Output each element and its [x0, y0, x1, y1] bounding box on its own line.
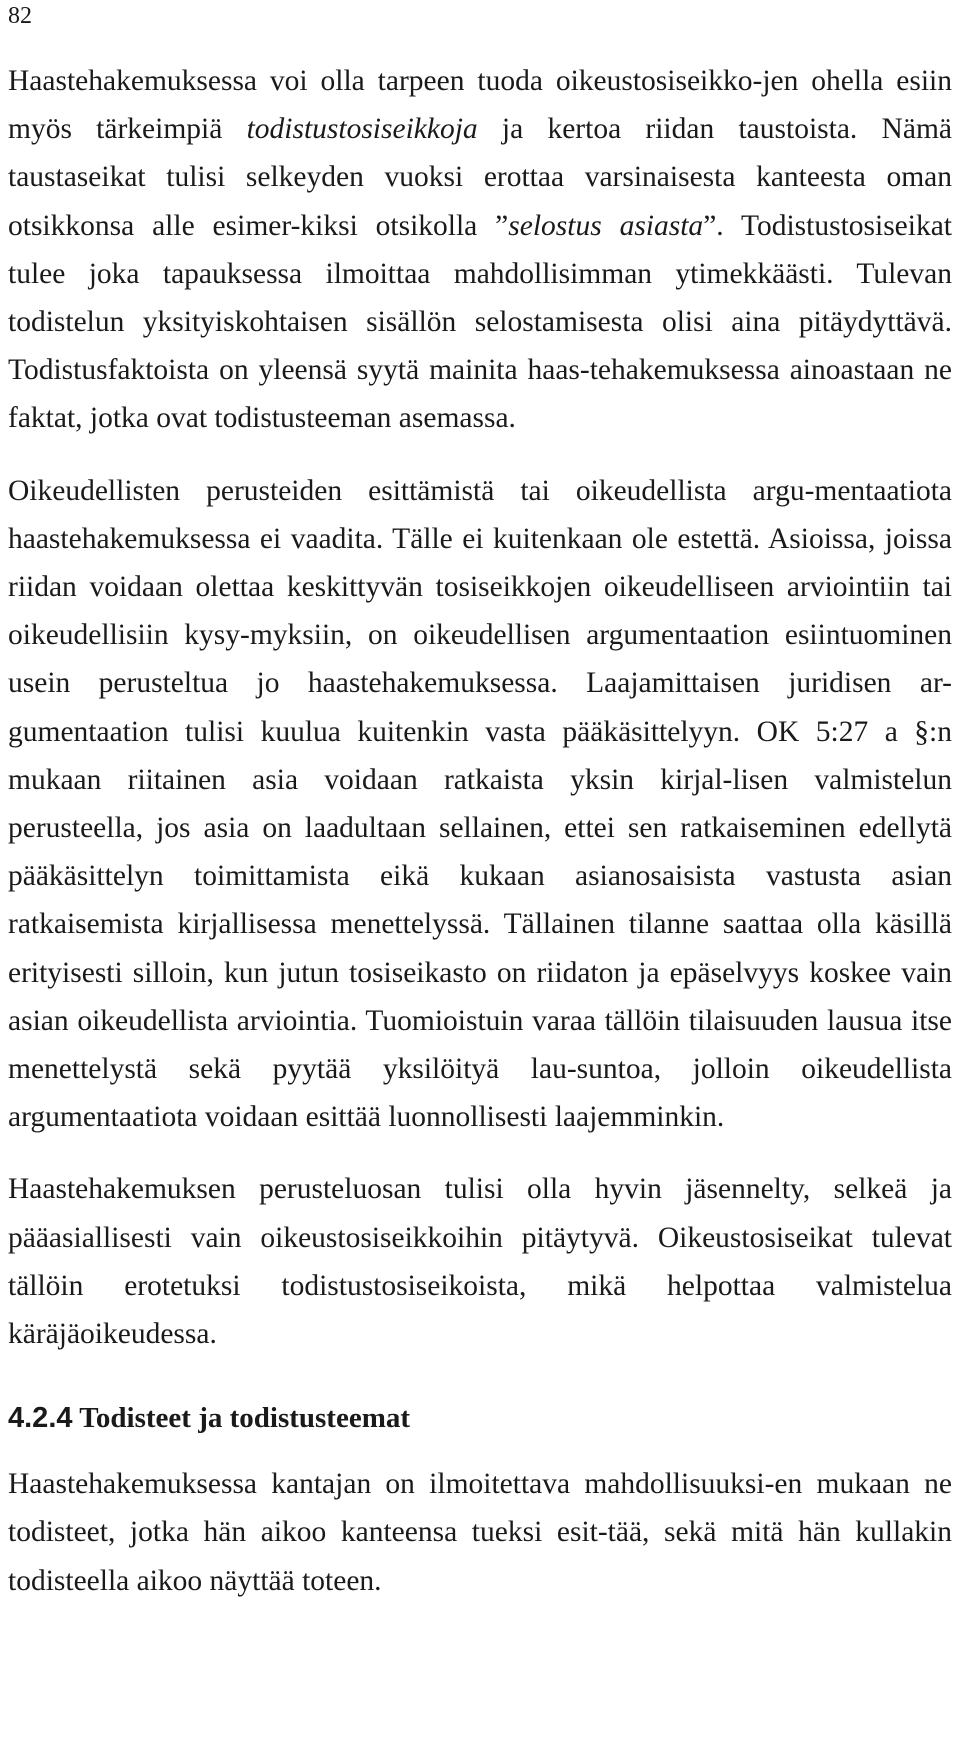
- section-heading: [8, 1396, 952, 1440]
- paragraph-1-italic-term: todistustosiseikkoja: [246, 113, 478, 146]
- page-body: [8, 57, 952, 1605]
- paragraph-3: Haastehakemuksen perusteluosan tulisi olla hyvin jäsennelty, selkeä ja pääasiallisesti vain oikeustosiseikkoihin pitäytyvä. Oikeustosiseikat tulevat tällöin erotetuksi todistustosiseikoista, mikä helpottaa valmistelua käräjäoikeudessa.: [8, 1173, 952, 1351]
- paragraph-spacer: [8, 443, 952, 467]
- paragraph-1: [8, 57, 952, 443]
- paragraph-2: Oikeudellisten perusteiden esittämistä tai oikeudellista argu-mentaatiota haastehakemuksessa ei vaadita. Tälle ei kuitenkaan ole estettä. Asioissa, joissa riidan voidaan olettaa keskittyvän tosiseikkojen oikeudelliseen arviointiin tai oikeudellisiin kysy-myksiin, on oikeudellisen argumentaation esiintuominen usein perusteltua jo haastehakemuksessa. Laajamittaisen juridisen ar-gumentaation tulisi kuulua kuitenkin vasta pääkäsittelyyn. OK 5:27 a §:n mukaan riitainen asia voidaan ratkaista yksin kirjal-lisen valmistelun perusteella, jos asia on laadultaan sellainen, ettei sen ratkaiseminen edellytä pääkäsittelyn toimittamista eikä kukaan asianosaisista vastusta asian ratkaisemista kirjallisessa menettelyssä. Tällainen tilanne saattaa olla käsillä erityisesti silloin, kun jutun tosiseikasto on riidaton ja epäselvyys koskee vain asian oikeudellista arviointia. Tuomioistuin varaa tällöin tilaisuuden lausua itse menettelystä sekä pyytää yksilöityä lau-suntoa, jolloin oikeudellista argumentaatiota voidaan esittää luonnollisesti laajemminkin.: [8, 474, 952, 1134]
- paragraph-spacer: [8, 1141, 952, 1165]
- paragraph-4: Haastehakemuksessa kantajan on ilmoitettava mahdollisuuksi-en mukaan ne todisteet, jotka hän aikoo kanteensa tueksi esit-tää, sekä mitä hän kullakin todisteella aikoo näyttää toteen.: [8, 1468, 952, 1597]
- section-title: Todisteet ja todistusteemat: [79, 1402, 411, 1435]
- paragraph-1-italic-heading-example: selostus asiasta: [508, 209, 704, 242]
- paragraph-1-text-e: ”. Todistustosiseikat tulee joka tapauksessa ilmoittaa mahdollisimman ytimekkäästi. Tulevan todistelun yksityiskohtaisen sisällön selostamisesta olisi aina pitäydyttävä. Todistusfaktoista on yleensä syytä mainita haas-tehakemuksessa ainoastaan ne faktat, jotka ovat todistusteeman asemassa.: [8, 209, 953, 435]
- page-number: 82: [8, 3, 32, 29]
- paragraph-1-text-a: Haastehakemuksessa voi olla tarpeen tuoda oikeustosiseikko-jen ohella esiin myös tärkeimpiä: [8, 65, 952, 146]
- paragraph-1-text-c: ja kertoa riidan taustoista. Nämä taustaseikat tulisi selkeyden vuoksi erottaa varsinaisesta kanteesta oman otsikkonsa alle esimer-kiksi otsikolla ”: [8, 113, 952, 242]
- section-number: 4.2.4: [8, 1402, 73, 1435]
